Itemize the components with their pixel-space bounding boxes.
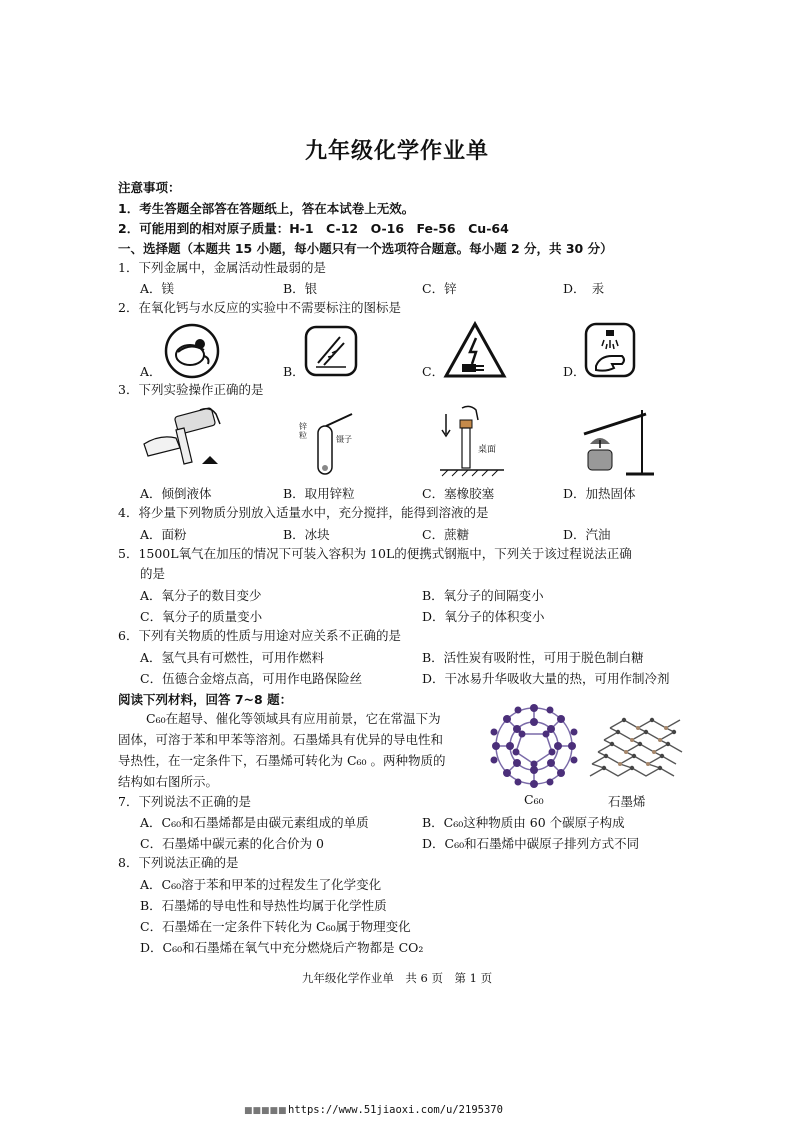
q6-option-b: B．活性炭有吸附性，可用于脱色制白糖 [422, 650, 644, 665]
q7-option-d: D．C₆₀和石墨烯中碳原子排列方式不同 [422, 836, 640, 851]
q5-stem: 5．1500L氧气在加压的情况下可装入容积为 10L的便携式钢瓶中，下列关于该过程说法正确 [118, 546, 632, 561]
q6-stem: 6．下列有关物质的性质与用途对应关系不正确的是 [118, 628, 401, 643]
q5-option-c: C．氧分子的质量变小 [140, 609, 263, 624]
q5-option-a: A．氧分子的数目变少 [140, 588, 262, 603]
electric-hazard-icon [442, 320, 508, 380]
q8-option-c: C．石墨烯在一定条件下转化为 C₆₀属于物理变化 [140, 919, 411, 934]
table-label: 桌面 [478, 445, 497, 455]
q4-option-d: D．汽油 [563, 527, 611, 542]
q7-option-b: B．C₆₀这种物质由 60 个碳原子构成 [422, 815, 625, 830]
q8-option-d: D．C₆₀和石墨烯在氧气中充分燃烧后产物都是 CO₂ [140, 940, 424, 955]
tweezers-label: 镊子 [336, 435, 352, 444]
q5-option-d: D．氧分子的体积变小 [422, 609, 545, 624]
q4-stem: 4．将少量下列物质分别放入适量水中，充分搅拌，能得到溶液的是 [118, 505, 489, 520]
sharp-glass-icon [302, 323, 360, 379]
section-heading: 一、选择题（本题共 15 小题，每小题只有一个选项符合题意。每小题 2 分，共 30 分） [118, 241, 613, 256]
q2-option-c: C． [422, 364, 445, 379]
c60-structure-figure [486, 702, 582, 790]
q1-option-b: B．银 [283, 281, 318, 296]
notice-heading: 注意事项： [118, 180, 181, 195]
q2-stem: 2．在氧化钙与水反应的实验中不需要标注的图标是 [118, 300, 401, 315]
heating-solid-icon [576, 404, 656, 478]
graphene-structure-figure [588, 708, 684, 788]
notice-item-2: 2．可能用到的相对原子质量：H-1 C-12 O-16 Fe-56 Cu-64 [118, 221, 509, 236]
watermark-url[interactable]: https://www.51jiaoxi.com/u/2195370 [288, 1104, 503, 1116]
graphene-label: 石墨烯 [608, 794, 646, 809]
c60-label: C₆₀ [524, 792, 544, 807]
q6-option-a: A．氢气具有可燃性，可用作燃料 [140, 650, 325, 665]
q5-stem-cont: 的是 [140, 566, 166, 581]
page-footer: 九年级化学作业单 共 6 页 第 1 页 [301, 971, 493, 985]
q1-option-c: C．锌 [422, 281, 457, 296]
reading-line-2: 固体，可溶于苯和甲苯等溶剂。石墨烯具有优异的导电性和 [118, 732, 444, 747]
q4-option-b: B．冰块 [283, 527, 330, 542]
hot-cup-icon [160, 322, 224, 380]
q4-option-c: C．蔗糖 [422, 527, 470, 542]
q7-stem: 7．下列说法不正确的是 [118, 794, 251, 809]
watermark-logo: ■■■■■ [244, 1106, 287, 1116]
q8-stem: 8．下列说法正确的是 [118, 855, 239, 870]
q6-option-d: D．干冰易升华吸收大量的热，可用作制冷剂 [422, 671, 670, 686]
q3-option-b: B．取用锌粒 [283, 486, 355, 501]
q2-option-b: B． [283, 364, 305, 379]
q3-option-a: A．倾倒液体 [140, 486, 212, 501]
stopper-tube-icon [438, 404, 508, 478]
q7-option-c: C．石墨烯中碳元素的化合价为 0 [140, 836, 324, 851]
q2-option-d: D． [563, 364, 586, 379]
q8-option-a: A．C₆₀溶于苯和甲苯的过程发生了化学变化 [140, 877, 382, 892]
q7-option-a: A．C₆₀和石墨烯都是由碳元素组成的单质 [140, 815, 369, 830]
pouring-liquid-icon [140, 404, 226, 478]
reading-line-3: 导热性，在一定条件下，石墨烯可转化为 C₆₀ 。两种物质的 [118, 753, 446, 768]
wash-hands-icon [582, 320, 638, 380]
q3-option-d: D．加热固体 [563, 486, 636, 501]
q4-option-a: A．面粉 [140, 527, 187, 542]
q1-stem: 1．下列金属中，金属活动性最弱的是 [118, 260, 326, 275]
page-title: 九年级化学作业单 [304, 139, 489, 164]
notice-item-1: 1．考生答题全部答在答题纸上，答在本试卷上无效。 [118, 201, 415, 216]
reading-heading: 阅读下列材料，回答 7~8 题： [118, 692, 293, 707]
q5-option-b: B．氧分子的间隔变小 [422, 588, 544, 603]
q1-option-a: A．镁 [140, 281, 175, 296]
q2-option-a: A． [140, 364, 162, 379]
reading-line-1: C₆₀在超导、催化等领域具有应用前景，它在常温下为 [146, 711, 441, 726]
q1-option-d: D． 汞 [563, 281, 605, 296]
q6-option-c: C．伍德合金熔点高，可用作电路保险丝 [140, 671, 363, 686]
q3-option-c: C．塞橡胶塞 [422, 486, 495, 501]
q3-stem: 3．下列实验操作正确的是 [118, 382, 264, 397]
q8-option-b: B．石墨烯的导电性和导热性均属于化学性质 [140, 898, 387, 913]
reading-line-4: 结构如右图所示。 [118, 774, 219, 789]
zinc-label: 锌粒 [299, 422, 307, 440]
